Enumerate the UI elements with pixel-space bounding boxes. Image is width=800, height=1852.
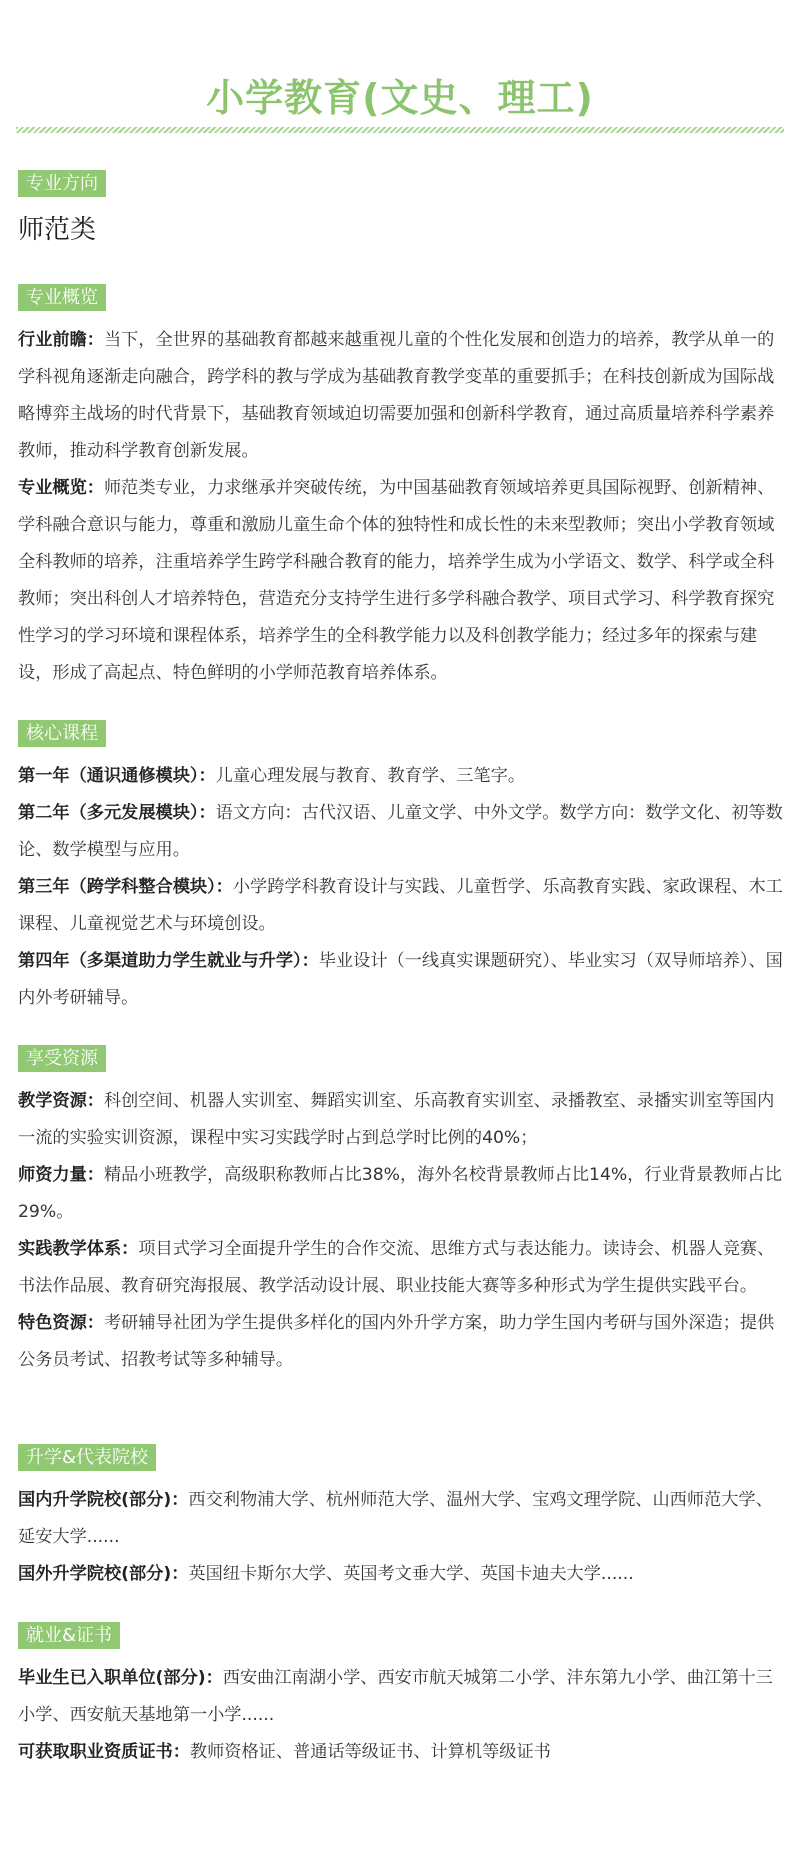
- paragraph-label: 毕业生已入职单位(部分)：: [18, 1668, 223, 1688]
- paragraph-label: 特色资源：: [18, 1313, 104, 1333]
- paragraph-label: 师资力量：: [18, 1165, 104, 1185]
- section-tag-overview: 专业概览: [18, 284, 106, 311]
- section-tag-employment: 就业&证书: [18, 1622, 120, 1649]
- paragraph-text: 儿童心理发展与教育、教育学、三笔字。: [215, 766, 526, 786]
- paragraph-text: 当下，全世界的基础教育都越来越重视儿童的个性化发展和创造力的培养，教学从单一的学科视角逐渐走向融合，跨学科的教与学成为基础教育教学变革的重要抓手；在科技创新成为国际战略博弈主战场的时代背景下，基础教育领域迫切需要加强和创新科学教育，通过高质量培养科学素养教师，推动科学教育创新发展。: [18, 330, 775, 461]
- section-tag-direction: 专业方向: [18, 170, 106, 197]
- course-paragraph: [18, 758, 784, 795]
- title-divider: [16, 127, 784, 133]
- section-tag-schools: 升学&代表院校: [18, 1444, 156, 1471]
- paragraph-label: 专业概览：: [18, 478, 104, 498]
- paragraph-text: 科创空间、机器人实训室、舞蹈实训室、乐高教育实训室、录播教室、录播实训室等国内一流的实验实训资源，课程中实习实践学时占到总学时比例的40%；: [18, 1091, 775, 1148]
- schools-block: [18, 1482, 784, 1593]
- course-paragraph: [18, 943, 784, 1017]
- paragraph-label: 实践教学体系：: [18, 1239, 139, 1259]
- paragraph-label: 国内升学院校(部分)：: [18, 1490, 189, 1510]
- section-tag-resources: 享受资源: [18, 1045, 106, 1072]
- courses-block: [18, 758, 784, 1017]
- paragraph-label: 可获取职业资质证书：: [18, 1742, 190, 1762]
- paragraph-label: 第三年（跨学科整合模块）：: [18, 877, 233, 897]
- paragraph-text: 考研辅导社团为学生提供多样化的国内外升学方案，助力学生国内考研与国外深造；提供公务员考试、招教考试等多种辅导。: [18, 1313, 775, 1370]
- employment-paragraph: [18, 1734, 784, 1771]
- paragraph-label: 第二年（多元发展模块）：: [18, 803, 216, 823]
- paragraph-text: 项目式学习全面提升学生的合作交流、思维方式与表达能力。读诗会、机器人竞赛、书法作品展、教育研究海报展、教学活动设计展、职业技能大赛等多种形式为学生提供实践平台。: [18, 1239, 775, 1296]
- paragraph-text: 西交利物浦大学、杭州师范大学、温州大学、宝鸡文理学院、山西师范大学、延安大学......: [18, 1490, 773, 1547]
- paragraph-text: 西安曲江南湖小学、西安市航天城第二小学、沣东第九小学、曲江第十三小学、西安航天基地第一小学......: [18, 1668, 773, 1725]
- school-paragraph: [18, 1556, 784, 1593]
- page-title: 小学教育(文史、理工): [206, 76, 594, 120]
- paragraph-label: 第一年（通识通修模块）：: [18, 766, 216, 786]
- paragraph-text: 师范类专业，力求继承并突破传统，为中国基础教育领域培养更具国际视野、创新精神、学科融合意识与能力，尊重和激励儿童生命个体的独特性和成长性的未来型教师；突出小学教育领域全科教师的培养，注重培养学生跨学科融合教育的能力，培养学生成为小学语文、数学、科学或全科教师；突出科创人才培养特色，营造充分支持学生进行多学科融合教学、项目式学习、科学教育探究性学习的学习环境和课程体系，培养学生的全科教学能力以及科创教学能力；经过多年的探索与建设，形成了高起点、特色鲜明的小学师范教育培养体系。: [18, 478, 775, 683]
- paragraph-text: 精品小班教学，高级职称教师占比38%，海外名校背景教师占比14%，行业背景教师占比29%。: [18, 1165, 782, 1222]
- overview-paragraph: [18, 470, 784, 692]
- resources-block: [18, 1083, 784, 1379]
- resource-paragraph: [18, 1305, 784, 1379]
- resource-paragraph: [18, 1231, 784, 1305]
- resource-paragraph: [18, 1083, 784, 1157]
- school-paragraph: [18, 1482, 784, 1556]
- overview-paragraph: [18, 322, 784, 470]
- employment-paragraph: [18, 1660, 784, 1734]
- employment-block: [18, 1660, 784, 1771]
- paragraph-text: 教师资格证、普通话等级证书、计算机等级证书: [189, 1742, 551, 1762]
- paragraph-label: 第四年（多渠道助力学生就业与升学）：: [18, 951, 319, 971]
- section-tag-courses: 核心课程: [18, 720, 106, 747]
- resource-paragraph: [18, 1157, 784, 1231]
- paragraph-text: 小学跨学科教育设计与实践、儿童哲学、乐高教育实践、家政课程、木工课程、儿童视觉艺术与环境创设。: [18, 877, 783, 934]
- major-category: 师范类: [18, 215, 97, 245]
- paragraph-text: 毕业设计（一线真实课题研究）、毕业实习（双导师培养）、国内外考研辅导。: [18, 951, 783, 1008]
- paragraph-text: 语文方向：古代汉语、儿童文学、中外文学。数学方向：数学文化、初等数论、数学模型与应用。: [18, 803, 783, 860]
- course-paragraph: [18, 869, 784, 943]
- paragraph-label: 教学资源：: [18, 1091, 104, 1111]
- paragraph-text: 英国纽卡斯尔大学、英国考文垂大学、英国卡迪夫大学......: [188, 1564, 634, 1584]
- course-paragraph: [18, 795, 784, 869]
- paragraph-label: 国外升学院校(部分)：: [18, 1564, 189, 1584]
- paragraph-label: 行业前瞻：: [18, 330, 104, 350]
- overview-block: [18, 322, 784, 692]
